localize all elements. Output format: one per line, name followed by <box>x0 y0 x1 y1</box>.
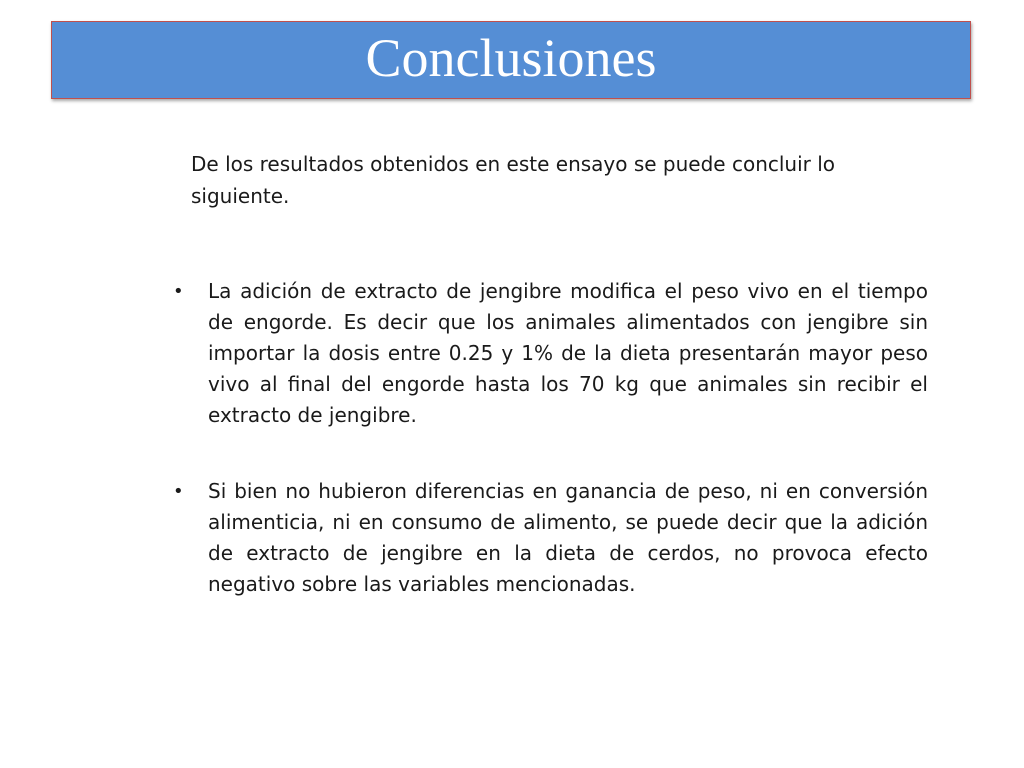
slide-title: Conclusiones <box>365 28 657 88</box>
bullet-dot-icon: • <box>173 281 184 302</box>
bullet-text: Si bien no hubieron diferencias en ganancia de peso, ni en conversión alimenticia, ni en consumo de alimento, se puede decir que la adición de extracto de jengibre en la dieta de cerdos, no provoca efecto negativo sobre las variables mencionadas. <box>208 479 928 596</box>
bullet-item <box>170 276 928 431</box>
bullet-text: La adición de extracto de jengibre modifica el peso vivo en el tiempo de engorde. Es decir que los animales alimentados con jengibre sin importar la dosis entre 0.25 y 1% de la dieta presentarán mayor peso vivo al final del engorde hasta los 70 kg que animales sin recibir el extracto de jengibre. <box>208 279 928 427</box>
bullet-item <box>170 476 928 600</box>
title-banner <box>51 21 971 99</box>
bullet-dot-icon: • <box>173 481 184 502</box>
bullet-list <box>170 276 928 600</box>
intro-text: De los resultados obtenidos en este ensayo se puede concluir lo siguiente. <box>191 152 836 208</box>
